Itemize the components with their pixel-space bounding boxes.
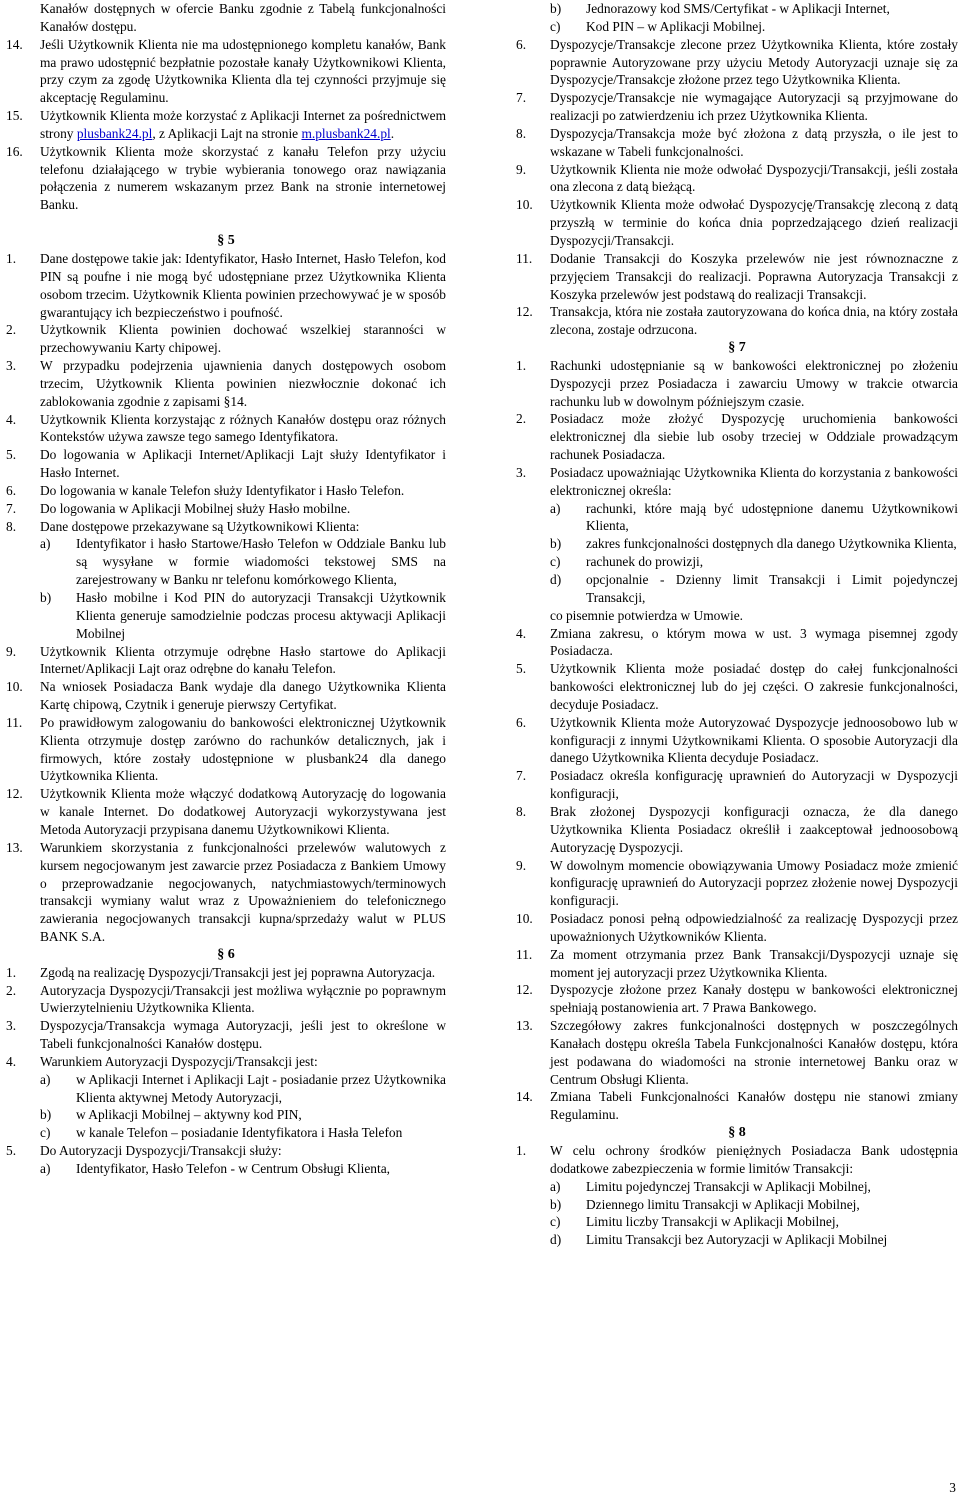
list-item bbox=[516, 36, 958, 90]
list-item bbox=[6, 143, 446, 214]
section-7-sublist-tail bbox=[516, 607, 958, 625]
item-number: 5. bbox=[6, 1143, 17, 1159]
item-text: rachunki, które mają być udostępnione danemu Użytkownikowi Klienta, bbox=[586, 500, 958, 534]
list-item bbox=[516, 0, 958, 18]
list-item bbox=[6, 1017, 446, 1053]
section-5-list-continued bbox=[6, 643, 446, 946]
section-6-sublist-5 bbox=[6, 1160, 446, 1178]
item-text: Po prawidłowym zalogowaniu do bankowości elektronicznej Użytkownik Klienta otrzymuje dostęp zarówno do rachunków detalicznych, jak i firmowych, które zostały udostępnione w plusbank24 dla danego Użytkownika Klienta. bbox=[40, 714, 446, 784]
item-text: Dyspozycja/Transakcja może być złożona z datą przyszła, o ile jest to wskazane w Tabeli funkcjonalności. bbox=[550, 125, 958, 159]
item-number: b) bbox=[550, 1, 562, 16]
list-item bbox=[516, 250, 958, 304]
item-text: Za moment otrzymania przez Bank Transakcji/Dyspozycji uznaje się moment jej autoryzacji przez Użytkownika Klienta. bbox=[550, 946, 958, 980]
list-item bbox=[6, 250, 446, 321]
item-text: Zgodą na realizację Dyspozycji/Transakcji jest jej poprawna Autoryzacja. bbox=[40, 964, 436, 980]
paragraph-text: Kanałów dostępnych w ofercie Banku zgodnie z Tabelą funkcjonalności Kanałów dostępu. bbox=[40, 1, 446, 34]
section-heading-5: § 5 bbox=[217, 233, 235, 249]
section-7-sublist bbox=[516, 500, 958, 607]
item-number: 1. bbox=[6, 964, 17, 980]
item-number: 13. bbox=[6, 839, 23, 855]
item-number: 8. bbox=[6, 518, 17, 534]
item-text: Użytkownik Klienta może włączyć dodatkową Autoryzację do logowania w kanale Internet. Do dodatkowej Autoryzacji wykorzystywana jest Metoda Autoryzacji przypisana danemu Użytkownikowi Klienta. bbox=[40, 786, 446, 837]
list-item bbox=[516, 535, 958, 553]
list-item bbox=[516, 981, 958, 1017]
item-number: 2. bbox=[6, 982, 17, 998]
item-number: 9. bbox=[516, 161, 527, 177]
item-number: 1. bbox=[6, 250, 17, 266]
item-number: 3. bbox=[6, 1018, 17, 1034]
item-text: Brak złożonej Dyspozycji konfiguracji oznacza, że dla danego Użytkownika Klienta Posiadacz określił i zaakceptował jednoosobową Autoryzację Dyspozycji. bbox=[550, 803, 958, 855]
section-7-list bbox=[516, 357, 958, 500]
list-item bbox=[516, 1213, 958, 1231]
item-number: 10. bbox=[516, 911, 533, 927]
section-8-list bbox=[516, 1142, 958, 1178]
item-number: 12. bbox=[516, 982, 533, 998]
item-number: 3. bbox=[516, 464, 527, 480]
item-number: 6. bbox=[516, 36, 527, 52]
link-m-plusbank24[interactable]: m.plusbank24.pl bbox=[301, 125, 391, 141]
paragraph-text: co pisemnie potwierdza w Umowie. bbox=[550, 607, 743, 623]
list-item bbox=[516, 1231, 958, 1249]
list-item bbox=[516, 410, 958, 464]
item-number: 1. bbox=[516, 1143, 527, 1158]
item-number: a) bbox=[40, 1071, 51, 1087]
item-number: 10. bbox=[6, 679, 23, 695]
list-item bbox=[516, 571, 958, 607]
section-6-item-5 bbox=[6, 1142, 446, 1160]
list-item bbox=[6, 714, 446, 785]
list-item bbox=[516, 357, 958, 411]
item-number: 7. bbox=[516, 90, 527, 106]
item-text: Limitu pojedynczej Transakcji w Aplikacji Mobilnej, bbox=[586, 1178, 871, 1194]
item-number: 7. bbox=[6, 500, 17, 516]
item-text: , z Aplikacji Lajt na stronie bbox=[152, 125, 302, 141]
item-number: 2. bbox=[516, 411, 527, 427]
item-text: . bbox=[390, 125, 395, 141]
item-number: 4. bbox=[516, 625, 527, 641]
item-text: Dane dostępowe przekazywane są Użytkownikowi Klienta: bbox=[40, 518, 360, 534]
item-number: c) bbox=[550, 554, 561, 570]
item-number: 5. bbox=[6, 447, 17, 463]
item-text: Użytkownik Klienta nie może odwołać Dyspozycji/Transakcji, jeśli została ona zlecona z datą bieżącą. bbox=[550, 161, 958, 195]
item-text: Użytkownik Klienta może korzystać z Aplikacji Internet za pośrednictwem strony bbox=[40, 108, 446, 141]
item-number: 16. bbox=[6, 143, 23, 159]
list-item bbox=[6, 36, 446, 107]
item-text: W celu ochrony środków pieniężnych Posiadacza Bank udostępnia dodatkowe zabezpieczenia w formie limitów Transakcji: bbox=[550, 1143, 958, 1176]
section-5-list bbox=[6, 250, 446, 536]
item-number: 14. bbox=[6, 36, 23, 52]
item-text: Identyfikator, Hasło Telefon - w Centrum Obsługi Klienta, bbox=[76, 1161, 391, 1176]
item-number: 6. bbox=[516, 714, 527, 730]
item-number: b) bbox=[550, 1196, 562, 1212]
list-item bbox=[6, 1053, 446, 1071]
item-text: w Aplikacji Mobilnej – aktywny kod PIN, bbox=[76, 1107, 302, 1123]
item-number: b) bbox=[550, 536, 562, 552]
list-item bbox=[516, 767, 958, 803]
item-number: c) bbox=[550, 18, 561, 34]
item-text: Użytkownik Klienta otrzymuje odrębne Hasło startowe do Aplikacji Internet/Aplikacji Lajt oraz odrębne do kanału Telefon. bbox=[40, 643, 446, 677]
item-number: a) bbox=[40, 536, 51, 552]
item-text: Jednorazowy kod SMS/Certyfikat - w Aplikacji Internet, bbox=[586, 1, 890, 16]
item-number: 3. bbox=[6, 358, 17, 374]
list-item bbox=[6, 1160, 446, 1178]
list-item bbox=[516, 1178, 958, 1196]
item-text: rachunek do prowizji, bbox=[586, 554, 704, 570]
list-item bbox=[516, 1142, 958, 1178]
item-text: Posiadacz ponosi pełną odpowiedzialność za realizację Dyspozycji przez upoważnionych Użytkowników Klienta. bbox=[550, 911, 958, 944]
continuation-text bbox=[6, 0, 446, 36]
item-text: Dodanie Transakcji do Koszyka przelewów nie jest równoznaczne z przyjęciem Transakcji do realizacji. Poprawna Autoryzacja Transakcji z Koszyka przelewów jest podstawą do realizacji Transakcji. bbox=[550, 250, 958, 302]
list-item bbox=[6, 964, 446, 982]
item-text: Zmiana Tabeli Funkcjonalności Kanałów dostępu nie stanowi zmiany Regulaminu. bbox=[550, 1089, 958, 1123]
item-number: b) bbox=[40, 590, 52, 605]
item-number: a) bbox=[40, 1161, 51, 1176]
list-item bbox=[516, 1017, 958, 1088]
list-item bbox=[516, 1196, 958, 1214]
item-text: Posiadacz upoważniając Użytkownika Klienta do korzystania z bankowości elektronicznej określa: bbox=[550, 464, 958, 498]
list-item bbox=[516, 553, 958, 571]
item-text: Szczegółowy zakres funkcjonalności dostępnych w poszczególnych Kanałach dostępu określa Tabela Funkcjonalności Kanałów dostępu, która jest podawana do wiadomości na stronie internetowej Banku oraz w Centrum Obsługi Klienta. bbox=[550, 1018, 958, 1087]
item-text: Dziennego limitu Transakcji w Aplikacji Mobilnej, bbox=[586, 1196, 860, 1212]
list-item bbox=[6, 518, 446, 536]
section-heading-7: § 7 bbox=[728, 340, 746, 356]
list-item bbox=[6, 500, 446, 518]
list-item bbox=[516, 660, 958, 714]
list-item bbox=[516, 625, 958, 661]
item-number: a) bbox=[550, 1178, 561, 1194]
list-item bbox=[6, 1124, 446, 1142]
list-item bbox=[6, 643, 446, 679]
item-text: Użytkownik Klienta może Autoryzować Dyspozycje jednoosobowo lub w konfiguracji z innymi Użytkownikami Klienta. O sposobie Autoryzacji dla danego Użytkownika Klienta decyduje Posiadacz. bbox=[550, 714, 958, 766]
item-text: Identyfikator i hasło Startowe/Hasło Telefon w Oddziale Banku lub są wysyłane w formie wiadomości tekstowej SMS na zarejestrowany w Banku nr telefonu komórkowego Klienta, bbox=[76, 536, 446, 588]
item-text: W przypadku podejrzenia ujawnienia danych dostępowych osobom trzecim, Użytkownik Klienta powinien niezwłocznie dokonać ich zablokowania zgodnie z zapisami §14. bbox=[40, 358, 446, 409]
item-number: c) bbox=[550, 1214, 561, 1230]
list-item bbox=[6, 839, 446, 946]
item-number: 4. bbox=[6, 411, 17, 427]
item-text: Do logowania w kanale Telefon służy Identyfikator i Hasło Telefon. bbox=[40, 482, 405, 498]
item-text: Do Autoryzacji Dyspozycji/Transakcji służy: bbox=[40, 1143, 282, 1159]
link-plusbank24[interactable]: plusbank24.pl bbox=[76, 125, 153, 141]
section-8-sublist bbox=[516, 1178, 958, 1249]
page-number: 3 bbox=[949, 1480, 956, 1495]
section-heading-8: § 8 bbox=[728, 1125, 746, 1141]
list-item bbox=[6, 589, 446, 643]
list-item bbox=[516, 714, 958, 768]
item-number: 4. bbox=[6, 1053, 17, 1069]
item-number: 12. bbox=[6, 786, 23, 802]
item-number: 8. bbox=[516, 125, 527, 141]
list-item bbox=[6, 321, 446, 357]
item-number: 2. bbox=[6, 322, 17, 338]
right-column bbox=[516, 0, 958, 1249]
item-number: 8. bbox=[516, 803, 527, 819]
item-text: Posiadacz określa konfigurację uprawnień do Autoryzacji w Dyspozycji konfiguracji, bbox=[550, 768, 958, 802]
item-text: Rachunki udostępnianie są w bankowości elektronicznej po złożeniu Dyspozycji przez Posiadacza i zawarciu Umowy w trakcie otwarcia rachunku lub w dowolnym późniejszym czasie. bbox=[550, 357, 958, 409]
list-item bbox=[6, 535, 446, 589]
item-text: opcjonalnie - Dzienny limit Transakcji i Limit pojedynczej Transakcji, bbox=[586, 572, 958, 605]
section-6-sublist-4 bbox=[6, 1071, 446, 1142]
list-item bbox=[516, 1088, 958, 1124]
item-text: Posiadacz może złożyć Dyspozycję uruchomienia bankowości elektronicznej dla siebie lub osoby trzeciej w Oddziale prowadzącym rachunek Posiadacza. bbox=[550, 411, 958, 463]
list-item bbox=[516, 18, 958, 36]
item-number: a) bbox=[550, 500, 561, 516]
list-item bbox=[516, 910, 958, 946]
item-text: Transakcja, która nie została zautoryzowana do końca dnia, na który została zlecona, zostaje odrzucona. bbox=[550, 304, 958, 338]
section-6-list bbox=[6, 964, 446, 1071]
section-5-cont-list bbox=[6, 36, 446, 214]
item-number: 1. bbox=[516, 357, 527, 373]
item-text: Kod PIN – w Aplikacji Mobilnej. bbox=[586, 18, 766, 34]
list-item bbox=[6, 446, 446, 482]
item-number: 5. bbox=[516, 661, 527, 677]
list-item bbox=[6, 982, 446, 1018]
item-text: Warunkiem skorzystania z funkcjonalności przelewów walutowych z kursem negocjowanym jest zawarcie przez Posiadacza z Bankiem Umowy o przeprowadzanie negocjowanych, natychmiastowych/terminowych transakcji wymiany walut wraz z Upoważnieniem do telefonicznego zawierania negocjowanych transakcji kupna/sprzedaży walut w PLUS BANK S.A. bbox=[40, 839, 446, 945]
item-text: Zmiana zakresu, o którym mowa w ust. 3 wymaga pisemnej zgody Posiadacza. bbox=[550, 625, 958, 659]
item-number: d) bbox=[550, 1232, 562, 1248]
item-number: 11. bbox=[6, 714, 23, 730]
list-item bbox=[516, 857, 958, 911]
item-text: Na wniosek Posiadacza Bank wydaje dla danego Użytkownika Klienta Kartę chipową, Czytnik i generuje pierwszy Certyfikat. bbox=[40, 679, 446, 713]
list-item bbox=[516, 946, 958, 982]
item-number: 6. bbox=[6, 482, 17, 498]
item-text: w kanale Telefon – posiadanie Identyfikatora i Hasła Telefon bbox=[76, 1125, 403, 1141]
section-6-list-cont bbox=[516, 36, 958, 339]
item-text: Dyspozycje złożone przez Kanały dostępu w bankowości elektronicznej spełniają postanowienia art. 7 Prawa Bankowego. bbox=[550, 982, 958, 1016]
item-text: W dowolnym momencie obowiązywania Umowy Posiadacz może zmienić konfigurację uprawnień do Autoryzacji poprzez złożenie nowej Dyspozycji konfiguracji. bbox=[550, 857, 958, 909]
section-5-sublist bbox=[6, 535, 446, 642]
left-column bbox=[6, 0, 446, 1178]
item-number: 9. bbox=[6, 643, 17, 659]
section-7-list-continued bbox=[516, 625, 958, 1125]
item-text: Jeśli Użytkownik Klienta nie ma udostępnionego kompletu kanałów, Bank ma prawo udostępnić bezpłatnie pozostałe kanały Użytkownikowi Klienta, przy czym za zgodę Użytkownika Klienta dla tej czynności przyjmuje się akceptację Regulaminu. bbox=[40, 36, 446, 106]
item-number: 15. bbox=[6, 108, 23, 124]
item-text: Hasło mobilne i Kod PIN do autoryzacji Transakcji Użytkownik Klienta generuje samodzielnie podczas procesu aktywacji Aplikacji Mobilnej bbox=[76, 590, 446, 641]
item-text: Użytkownik Klienta może posiadać dostęp do całej funkcjonalności bankowości elektronicznej lub do jej części. O zakresie funkcjonalności, decyduje Posiadacz. bbox=[550, 661, 958, 712]
section-6-sublist-5-cont bbox=[516, 0, 958, 36]
list-item bbox=[6, 1071, 446, 1107]
item-text: Limitu Transakcji bez Autoryzacji w Aplikacji Mobilnej bbox=[586, 1232, 888, 1248]
list-item bbox=[6, 482, 446, 500]
item-text: Autoryzacja Dyspozycji/Transakcji jest możliwa wyłącznie po poprawnym Uwierzytelnieniu Użytkownika Klienta. bbox=[40, 982, 446, 1016]
item-text: Dyspozycje/Transakcje zlecone przez Użytkownika Klienta, które zostały poprawnie Autoryzowane przy użyciu Metody Autoryzacji uznaje się za Dyspozycje/Transakcje złożone przez tego Użytkownika Klienta. bbox=[550, 36, 958, 88]
list-item bbox=[516, 303, 958, 339]
item-number: 14. bbox=[516, 1089, 533, 1105]
item-text: Do logowania w Aplikacji Internet/Aplikacji Lajt służy Identyfikator i Hasło Internet. bbox=[40, 447, 446, 481]
list-item bbox=[516, 161, 958, 197]
list-item bbox=[6, 1106, 446, 1124]
list-item bbox=[516, 196, 958, 250]
item-number: c) bbox=[40, 1125, 51, 1141]
list-item bbox=[516, 464, 958, 500]
item-number: 11. bbox=[516, 250, 533, 266]
list-item bbox=[516, 89, 958, 125]
item-number: 11. bbox=[516, 946, 533, 962]
item-text: w Aplikacji Internet i Aplikacji Lajt - posiadanie przez Użytkownika Klienta aktywnej Metody Autoryzacji, bbox=[76, 1071, 446, 1105]
list-item bbox=[6, 1142, 446, 1160]
list-item bbox=[6, 785, 446, 839]
item-number: 7. bbox=[516, 768, 527, 784]
item-text: Dyspozycja/Transakcja wymaga Autoryzacji, jeśli jest to określone w Tabeli funkcjonalności Kanałów dostępu. bbox=[40, 1018, 446, 1052]
item-text: Użytkownik Klienta powinien dochować wszelkiej staranności w przechowywaniu Karty chipowej. bbox=[40, 322, 446, 356]
item-text: Dane dostępowe takie jak: Identyfikator, Hasło Internet, Hasło Telefon, kod PIN są poufne i nie mogą być udostępniane przez Użytkownika Klienta osobom trzecim. Użytkownik Klienta powinien przechowywać je w sposób gwarantujący ich bezpieczeństwo i poufność. bbox=[40, 250, 446, 320]
item-text: Limitu liczby Transakcji w Aplikacji Mobilnej, bbox=[586, 1214, 839, 1230]
item-text: Użytkownik Klienta korzystając z różnych Kanałów dostępu oraz różnych Kontekstów używa zawsze tego samego Identyfikatora. bbox=[40, 411, 446, 445]
item-text: Dyspozycje/Transakcje nie wymagające Autoryzacji są przyjmowane do realizacji po zatwierdzeniu ich przez Użytkownika Klienta. bbox=[550, 90, 958, 124]
item-number: 10. bbox=[516, 197, 533, 213]
list-item bbox=[6, 411, 446, 447]
item-number: 13. bbox=[516, 1018, 533, 1034]
list-item bbox=[516, 500, 958, 536]
list-item bbox=[516, 803, 958, 857]
item-number: d) bbox=[550, 572, 562, 587]
list-item bbox=[6, 107, 446, 143]
item-number: 12. bbox=[516, 304, 533, 320]
list-item bbox=[516, 125, 958, 161]
list-item bbox=[6, 357, 446, 411]
item-text: zakres funkcjonalności dostępnych dla danego Użytkownika Klienta, bbox=[586, 536, 957, 552]
item-number: 9. bbox=[516, 857, 527, 873]
section-heading-6: § 6 bbox=[217, 946, 235, 962]
item-number: b) bbox=[40, 1107, 52, 1123]
item-text: Użytkownik Klienta może odwołać Dyspozycję/Transakcję zleconą z datą przyszłą w terminie do końca dnia poprzedzającego dzień realizacji Dyspozycji/Transakcji. bbox=[550, 197, 958, 248]
item-text: Użytkownik Klienta może skorzystać z kanału Telefon przy użyciu telefonu działającego w trybie wybierania tonowego oraz nawiązania połączenia z numerem wskazanym przez Bank na stronie internetowej Banku. bbox=[40, 143, 446, 213]
list-item bbox=[6, 678, 446, 714]
item-text: Do logowania w Aplikacji Mobilnej służy Hasło mobilne. bbox=[40, 500, 351, 516]
item-text: Warunkiem Autoryzacji Dyspozycji/Transakcji jest: bbox=[40, 1053, 318, 1069]
